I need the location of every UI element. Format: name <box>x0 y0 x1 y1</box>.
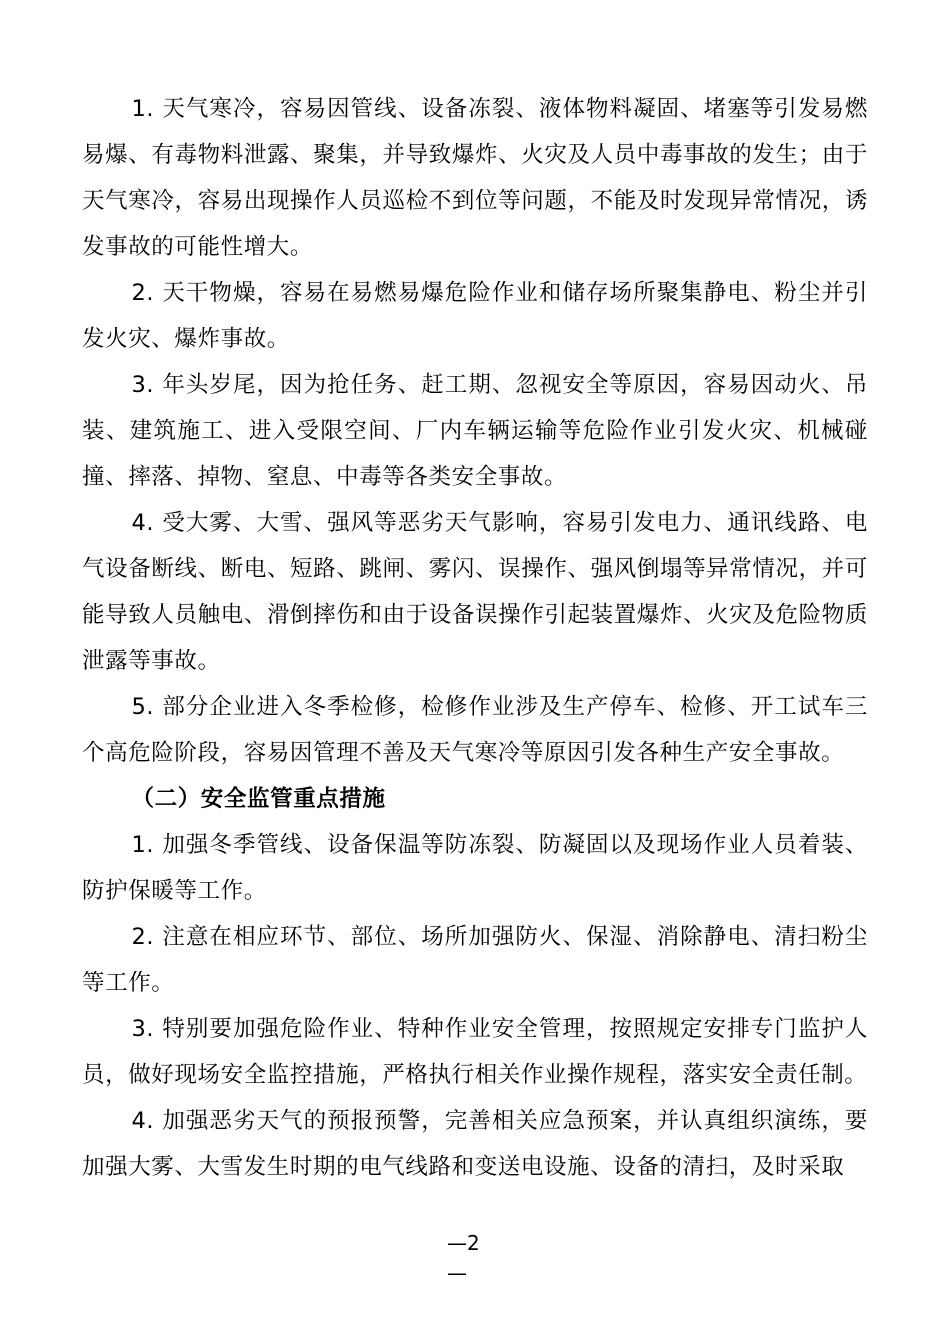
risk-paragraph-5: 5. 部分企业进入冬季检修，检修作业涉及生产停车、检修、开工试车三个高危险阶段，容易因管理不善及天气寒冷等原因引发各种生产安全事故。 <box>82 694 868 766</box>
footer-dash: — <box>447 1261 467 1285</box>
risk-paragraph-1: 1. 天气寒冷，容易因管线、设备冻裂、液体物料凝固、堵塞等引发易燃易爆、有毒物料泄露、聚集，并导致爆炸、火灾及人员中毒事故的发生；由于天气寒冷，容易出现操作人员巡检不到位等问题，不能及时发现异常情况，诱发事故的可能性增大。 <box>82 96 868 260</box>
measure-paragraph-4: 4. 加强恶劣天气的预报预警，完善相关应急预案，并认真组织演练，要加强大雾、大雪发生时期的电气线路和变送电设施、设备的清扫，及时采取 <box>82 1108 868 1180</box>
measure-paragraph-1: 1. 加强冬季管线、设备保温等防冻裂、防凝固以及现场作业人员着装、防护保暖等工作。 <box>82 832 868 904</box>
section-heading: （二）安全监管重点措施 <box>131 786 386 812</box>
risk-paragraph-3: 3. 年头岁尾，因为抢任务、赶工期、忽视安全等原因，容易因动火、吊装、建筑施工、进入受限空间、厂内车辆运输等危险作业引发火灾、机械碰撞、摔落、掉物、窒息、中毒等各类安全事故。 <box>82 372 868 490</box>
page-number: —2 <box>447 1231 480 1255</box>
risk-paragraph-2: 2. 天干物燥，容易在易燃易爆危险作业和储存场所聚集静电、粉尘并引发火灾、爆炸事故。 <box>82 280 868 352</box>
measure-paragraph-3: 3. 特别要加强危险作业、特种作业安全管理，按照规定安排专门监护人员，做好现场安全监控措施，严格执行相关作业操作规程，落实安全责任制。 <box>82 1016 868 1088</box>
page-footer <box>447 1228 480 1288</box>
document-body <box>82 86 868 1190</box>
measure-paragraph-2: 2. 注意在相应环节、部位、场所加强防火、保湿、消除静电、清扫粉尘等工作。 <box>82 924 868 996</box>
risk-paragraph-4: 4. 受大雾、大雪、强风等恶劣天气影响，容易引发电力、通讯线路、电气设备断线、断电、短路、跳闸、雾闪、误操作、强风倒塌等异常情况，并可能导致人员触电、滑倒摔伤和由于设备误操作引起装置爆炸、火灾及危险物质泄露等事故。 <box>82 510 868 674</box>
